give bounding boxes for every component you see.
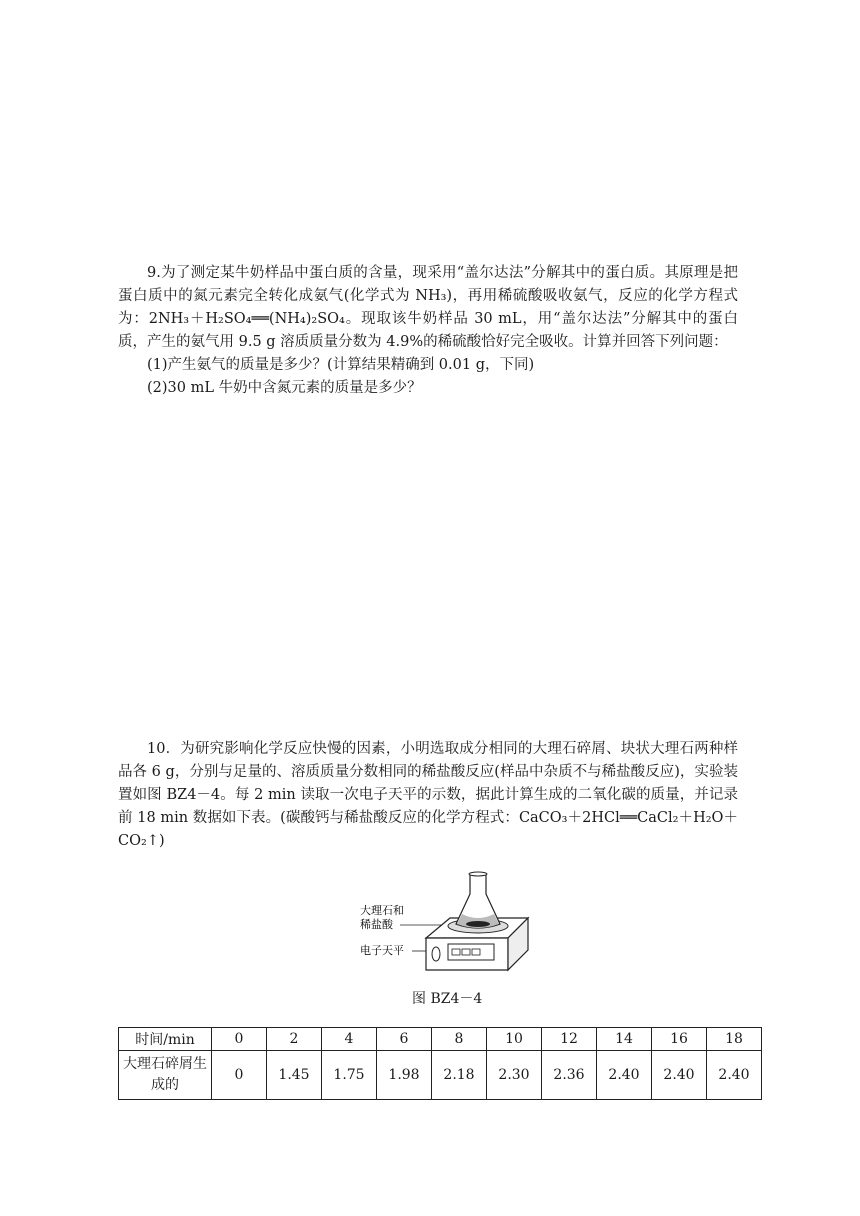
table-header-cell: 4 (322, 1028, 377, 1051)
question-10 (118, 738, 738, 853)
table-header-cell: 14 (597, 1028, 652, 1051)
question-9-part-1: (1)产生氨气的质量是多少？(计算结果精确到 0.01 g，下同) (147, 357, 535, 373)
question-9 (118, 262, 738, 400)
table-header-cell: 8 (432, 1028, 487, 1051)
table-cell: 2.30 (487, 1051, 542, 1100)
table-row (119, 1051, 762, 1100)
table-cell: 2.36 (542, 1051, 597, 1100)
question-9-part-2: (2)30 mL 牛奶中含氮元素的质量是多少？ (147, 380, 422, 396)
question-10-intro: 10．为研究影响化学反应快慢的因素，小明选取成分相同的大理石碎屑、块状大理石两种样品各 6 g，分别与足量的、溶质质量分数相同的稀盐酸反应(样品中杂质不与稀盐酸反应)，实验装置如图 BZ4－4。每 2 min 读取一次电子天平的示数，据此计算生成的二氧化碳的质量，并记录前 18 min 数据如下表。(碳酸钙与稀盐酸反应的化学方程式：CaCO₃＋2HCl══CaCl₂＋H₂O＋CO₂↑) (118, 741, 738, 849)
figure-label-balance: 电子天平 (360, 945, 404, 957)
figure-label-acid: 稀盐酸 (360, 919, 393, 931)
figure-label-flask: 大理石和 (360, 905, 404, 917)
table-cell: 1.98 (377, 1051, 432, 1100)
balance-flask-figure (358, 870, 538, 980)
table-cell: 1.75 (322, 1051, 377, 1100)
table-cell: 2.40 (652, 1051, 707, 1100)
question-9-intro: 9.为了测定某牛奶样品中蛋白质的含量，现采用“盖尔达法”分解其中的蛋白质。其原理是把蛋白质中的氮元素完全转化成氨气(化学式为 NH₃)，再用稀硫酸吸收氨气，反应的化学方程式为：2NH₃＋H₂SO₄══(NH₄)₂SO₄。现取该牛奶样品 30 mL，用“盖尔达法”分解其中的蛋白质，产生的氨气用 9.5 g 溶质质量分数为 4.9%的稀硫酸恰好完全吸收。计算并回答下列问题： (118, 265, 738, 350)
table-row-header (119, 1028, 762, 1051)
table-row-label: 大理石碎屑生成的 (119, 1051, 212, 1100)
figure-caption: 图 BZ4－4 (412, 991, 483, 1007)
table-header-cell: 18 (707, 1028, 762, 1051)
table-header-cell: 6 (377, 1028, 432, 1051)
table-cell: 2.40 (707, 1051, 762, 1100)
table-header-cell: 10 (487, 1028, 542, 1051)
table-cell: 2.40 (597, 1051, 652, 1100)
table-cell: 2.18 (432, 1051, 487, 1100)
table-cell: 1.45 (267, 1051, 322, 1100)
table-header-cell: 16 (652, 1028, 707, 1051)
table-header-cell: 2 (267, 1028, 322, 1051)
data-table (118, 1027, 762, 1100)
table-header-cell: 0 (212, 1028, 267, 1051)
table-header-cell: 12 (542, 1028, 597, 1051)
table-cell: 0 (212, 1051, 267, 1100)
table-header-label: 时间/min (119, 1028, 212, 1051)
